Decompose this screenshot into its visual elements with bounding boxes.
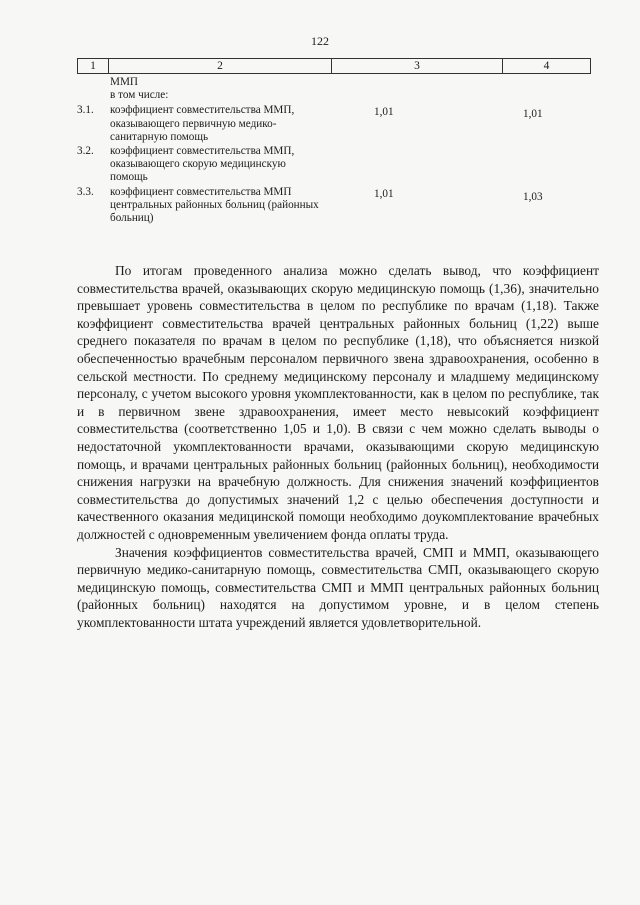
row-name: коэффициент совместительства ММП центральных районных больниц (районных больниц): [110, 185, 319, 225]
header-col-2: 2: [217, 60, 223, 72]
body-text: [77, 262, 599, 631]
table-row: [77, 76, 591, 89]
table-row: [77, 104, 591, 144]
table-header-row: [77, 58, 591, 74]
table-row: [77, 145, 591, 185]
row-name: в том числе:: [110, 89, 169, 102]
data-table: [77, 58, 591, 225]
page-number: 122: [311, 34, 329, 48]
row-number: 3.1.: [77, 104, 94, 117]
paragraph: По итогам проведенного анализа можно сделать вывод, что коэффициент совместительства врачей, оказывающих скорую медицинскую помощь (1,36), значительно превышает уровень совместительства в целом по республике по врачам (1,18). Также коэффициент совместительства врачей центральных районных больниц (1,22) выше среднего показателя по врачам в целом по республике (1,18), что объясняется низкой обеспеченностью врачебным персоналом первичного звена здравоохранения, особенно в сельской местности. По среднему медицинскому персоналу и младшему медицинскому персоналу, с учетом высокого уровня укомплектованности, как в целом по республике, так и в первичном звене здравоохранения, имеет место невысокий коэффициент совместительства (соответственно 1,05 и 1,0). В связи с чем можно сделать выводы о недостаточной укомплектованности врачами, оказывающими скорую медицинскую помощь, и врачами центральных районных больниц (районных больниц), необходимости снижения нагрузки на врачебную должность. Для снижения значений коэффициентов совместительства до допустимых значений 1,2 с целью обеспечения доступности и качественного оказания медицинской помощи необходимо доукомплектование врачебных должностей с одновременным увеличением фонда оплаты труда.: [77, 263, 599, 542]
row-value-col3: 1,01: [374, 187, 394, 200]
row-value-col4: 1,03: [523, 190, 543, 203]
header-col-4: 4: [543, 60, 550, 72]
row-value-col3: 1,01: [374, 106, 394, 119]
row-number: 3.2.: [77, 145, 94, 158]
row-name: коэффициент совместительства ММП, оказывающего скорую медицинскую помощь: [110, 145, 295, 184]
row-number: 3.3.: [77, 185, 94, 198]
table-row: [77, 186, 591, 226]
row-value-col4: 1,01: [523, 108, 543, 121]
paragraph: Значения коэффициентов совместительства врачей, СМП и ММП, оказывающего первичную медико-санитарную помощь, совместительства СМП, оказывающего скорую медицинскую помощь, совместительства СМП и ММП центральных районных больниц (районных больниц) находятся на допустимом уровне, и в целом степень укомплектованности штата учреждений является удовлетворительной.: [77, 544, 599, 630]
table-row: [77, 89, 591, 102]
row-name: ММП: [110, 76, 138, 88]
header-col-3: 3: [414, 60, 420, 72]
row-name: коэффициент совместительства ММП, оказывающего первичную медико-санитарную помощь: [110, 104, 295, 143]
header-col-1: 1: [90, 60, 96, 72]
